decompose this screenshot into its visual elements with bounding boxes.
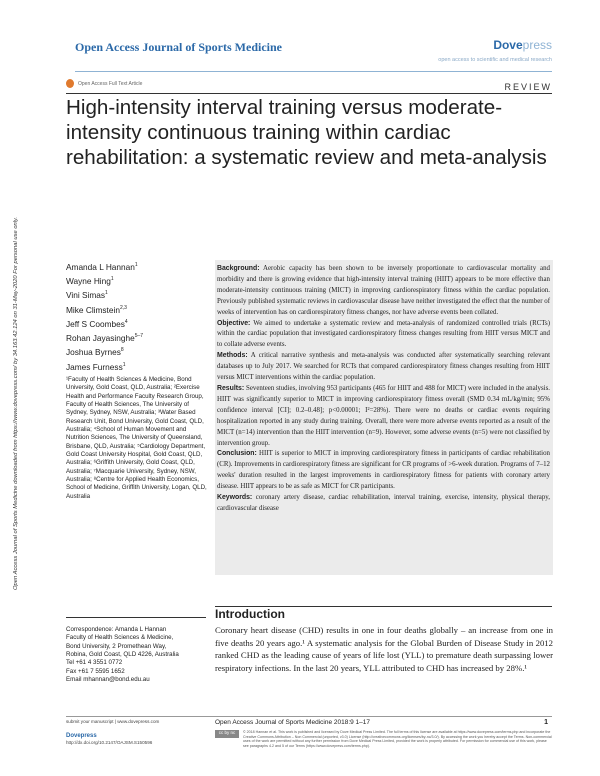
section-heading-introduction: Introduction bbox=[215, 607, 285, 621]
license-block bbox=[215, 730, 553, 748]
open-access-icon bbox=[66, 79, 74, 88]
abstract bbox=[217, 264, 550, 515]
author: Vini Simas$^1$ bbox=[66, 290, 108, 301]
footer-left bbox=[66, 719, 206, 746]
open-access-label: Open Access Full Text Article bbox=[78, 80, 143, 87]
article-title: High-intensity interval training versus moderate-intensity continuous training within cardiac rehabilitation: a systematic review and meta-analysis bbox=[66, 96, 547, 169]
abstract-objective: Objective: We aimed to undertake a systematic review and meta-analysis of randomized controlled trials (RCTs) within the cardiac population that investigated cardiorespiratory fitness changes resulting from HIIT versus MICT and to collate adverse events. bbox=[217, 319, 550, 349]
author-list bbox=[66, 259, 143, 373]
open-access-badge bbox=[66, 79, 142, 88]
author: Jeff S Coombes$^4$ bbox=[66, 318, 128, 329]
affiliations: ¹Faculty of Health Sciences & Medicine, Bond University, Gold Coast, QLD, Australia; ²Exercise Health and Performance Faculty Research Group, Faculty of Health Sciences, The University of Sydney, Sydney, NSW, Australia; ³Water Based Research Unit, Bond University, Gold Coast, QLD, Australia; ⁴School of Human Movement and Nutrition Sciences, The University of Queensland, Brisbane, QLD, Australia; ⁵Cardiology Department, Gold Coast University Hospital, Gold Coast, QLD, Australia; ⁶Griffith University, Gold Coast, QLD, Australia; ⁷Macquarie University, Sydney, NSW, Australia; ⁸Centre for Applied Health Economics, School of Medicine, Griffith University, Logan, QLD, Australia bbox=[66, 376, 207, 500]
license-text: © 2018 Hannan et al. This work is published and licensed by Dove Medical Press Limited. The full terms of this license are available at https://www.dovepress.com/terms.php and incorporate the Creative Commons Attribution – Non Commercial (unported, v3.0) License (http://creativecommons.org/licenses/by-nc/3.0/). By accessing the work you hereby accept the Terms. Non-commercial uses of the work are permitted without any further permission from Dove Medical Press Limited, provided the work is properly attributed. For permission for commercial use of this work, please see paragraphs 4.2 and 5 of our Terms (https://www.dovepress.com/terms.php). bbox=[243, 730, 552, 748]
abstract-methods: Methods: A critical narrative synthesis and meta-analysis was conducted after systematically searching relevant databases up to July 2017. We searched for RCTs that compared cardiorespiratory fitness changes resulting from HIIT versus MICT interventions within the cardiac population. bbox=[217, 352, 550, 382]
journal-name: Open Access Journal of Sports Medicine bbox=[75, 40, 282, 54]
doi-link[interactable]: http://dx.doi.org/10.2147/OAJSM.S150596 bbox=[66, 739, 153, 745]
email-link[interactable]: Email mhannan@bond.edu.au bbox=[66, 676, 150, 684]
author: Amanda L Hannan$^1$ bbox=[66, 261, 138, 272]
title-rule bbox=[66, 93, 552, 94]
article-type: REVIEW bbox=[504, 82, 552, 92]
publisher-tagline: open access to scientific and medical research bbox=[438, 57, 552, 63]
author: James Furness$^1$ bbox=[66, 361, 126, 372]
abstract-background: Background: Aerobic capacity has been shown to be inversely proportionate to cardiovascular mortality and morbidity and there is growing evidence that high-intensity interval training (HIIT) appears to be more effective than moderate-intensity continuous training (MICT) in improving cardiorespiratory fitness within the cardiac population. Previously published systematic reviews in cardiovascular disease have neither investigated the effect that the number of weeks of intervention has on cardiorespiratory fitness changes, nor have adverse events been collated. bbox=[217, 265, 551, 316]
brand-sub: press bbox=[522, 38, 552, 52]
author: Wayne Hing$^1$ bbox=[66, 275, 114, 286]
footer-rule bbox=[66, 716, 552, 717]
introduction-text: Coronary heart disease (CHD) results in one in four deaths globally – an increase from one in five deaths 20 years ago.¹ A systematic analysis for the Global Burden of Disease Study in 2012 ranked CHD as the leading cause of years of life lost (YLL) to premature death surpassing lower respiratory infections. In the last 20 years, YLL attributed to CHD has increased by 28%.¹ bbox=[215, 625, 553, 673]
abstract-conclusion: Conclusion: HIIT is superior to MICT in improving cardiorespiratory fitness in participants of cardiac rehabilitation (CR). Improvements in cardiorespiratory fitness are significant for CR programs of >6-week duration. Programs of 7–12 weeks' duration resulted in the largest improvements in cardiorespiratory fitness for patients with coronary artery disease. HIIT appears to be as safe as MICT for CR participants. bbox=[217, 450, 550, 491]
abstract-keywords: Keywords: coronary artery disease, cardiac rehabilitation, interval training, exercise, intensity, physical therapy, cardiovascular disease bbox=[217, 494, 550, 512]
author: Joshua Byrnes$^8$ bbox=[66, 347, 124, 358]
submit-link[interactable]: submit your manuscript | www.dovepress.com bbox=[66, 719, 160, 724]
download-sidebar bbox=[12, 130, 38, 590]
cc-license-icon: cc by nc bbox=[215, 730, 239, 738]
abstract-results: Results: Seventeen studies, involving 953 participants (465 for HIIT and 488 for MICT) were included in the analysis. HIIT was significantly superior to MICT in improving cardiorespiratory fitness overall (SMD 0.34 mL/kg/min; 95% confidence interval [CI]; 0.2–0.48]; p<0.00001; I²=28%). There were no deaths or cardiac events requiring hospitalization reported in any study during training. Overall, there were more adverse events reported as a result of the MICT (n=14) intervention than the HIIT intervention (n=9). However, some adverse events (n=5) were not classified by intervention group. bbox=[217, 384, 550, 447]
sidebar-text: Open Access Journal of Sports Medicine downloaded from https://www.dovepress.com/ by 34.163.42.124 on 31-May-2020 For personal use only. bbox=[13, 216, 19, 590]
footer-brand: Dovepress bbox=[66, 733, 97, 740]
author: Mike Climstein$^{2,3}$ bbox=[66, 304, 127, 315]
publisher-logo bbox=[493, 38, 552, 52]
correspondence-rule bbox=[66, 617, 206, 618]
brand-main: Dove bbox=[493, 38, 523, 52]
correspondence: Correspondence: Amanda L Hannan Faculty of Health Sciences & Medicine, Bond University, 2 Promethean Way, Robina, Gold Coast, QLD 4226, Australia Tel +61 4 3551 0772 Fax +61 7 5595 1652 Email mhannan@bond.edu.au bbox=[66, 626, 209, 684]
citation: Open Access Journal of Sports Medicine 2018:9 1–17 bbox=[215, 719, 371, 726]
page-number: 1 bbox=[544, 719, 548, 726]
author: Rohan Jayasinghe$^{5-7}$ bbox=[66, 332, 144, 343]
header-rule bbox=[75, 71, 552, 72]
